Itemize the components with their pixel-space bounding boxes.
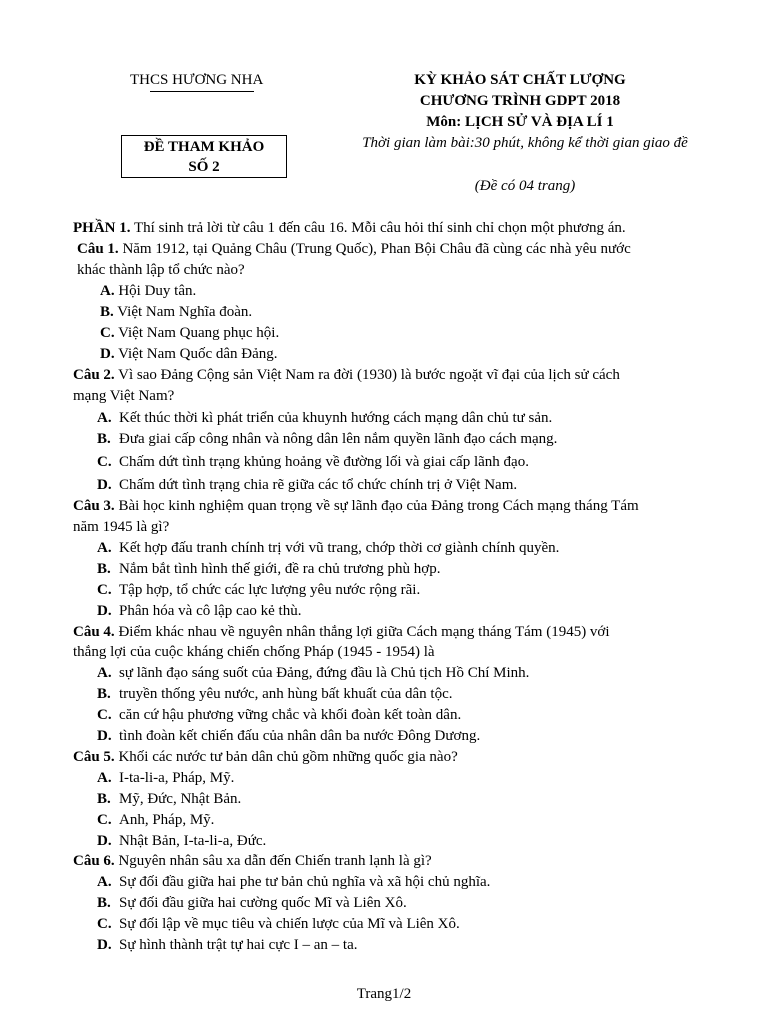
option-key: C. [97, 582, 112, 598]
option-key: B. [97, 561, 111, 577]
option-text: I-ta-li-a, Pháp, Mỹ. [119, 770, 235, 786]
option-a [97, 410, 552, 427]
option-key: A. [97, 665, 112, 681]
option-text: Sự đối đầu giữa hai cường quốc Mĩ và Liên Xô. [119, 895, 407, 911]
option-text: Sự đối đầu giữa hai phe tư bản chủ nghĩa và xã hội chủ nghĩa. [119, 874, 491, 890]
school-underline [150, 91, 254, 92]
option-b [97, 895, 407, 912]
part-instruction [73, 220, 626, 237]
option-key: D. [100, 346, 115, 362]
option-key: D. [97, 833, 112, 849]
question-text-continued: năm 1945 là gì? [73, 519, 170, 535]
option-key: A. [97, 410, 112, 426]
question-text-continued: thắng lợi của cuộc kháng chiến chống Pháp (1945 - 1954) là [73, 644, 435, 660]
option-d [100, 346, 278, 363]
option-text: Anh, Pháp, Mỹ. [119, 812, 215, 828]
option-d [97, 728, 480, 745]
ref-box-line1: ĐỀ THAM KHẢO [143, 139, 265, 155]
question-text: Năm 1912, tại Quảng Châu (Trung Quốc), Phan Bội Châu đã cùng các nhà yêu nước [122, 241, 631, 257]
option-text: Chấm dứt tình trạng chia rẽ giữa các tổ chức chính trị ở Việt Nam. [119, 477, 518, 493]
question-4 [73, 624, 610, 641]
option-b [97, 431, 557, 448]
question-text-continued: khác thành lập tổ chức nào? [77, 262, 245, 278]
option-b [97, 686, 452, 703]
option-text: căn cứ hậu phương vững chắc và khối đoàn kết toàn dân. [119, 707, 462, 723]
question-3 [73, 498, 639, 515]
option-text: tình đoàn kết chiến đấu của nhân dân ba nước Đông Dương. [119, 728, 481, 744]
option-text: Kết thúc thời kì phát triển của khuynh hướng cách mạng dân chủ tư sản. [119, 410, 553, 426]
question-text: Điểm khác nhau về nguyên nhân thắng lợi giữa Cách mạng tháng Tám (1945) với [118, 624, 610, 640]
option-key: C. [100, 325, 115, 341]
school-name: THCS HƯƠNG NHA [130, 72, 264, 88]
question-6 [73, 853, 432, 870]
pages-note: (Đề có 04 trang) [474, 178, 576, 194]
option-text: sự lãnh đạo sáng suốt của Đảng, đứng đầu là Chủ tịch Hồ Chí Minh. [119, 665, 530, 681]
option-a [97, 540, 559, 557]
question-5 [73, 749, 458, 766]
option-c [97, 916, 460, 933]
option-key: B. [97, 431, 111, 447]
option-text: Sự đối lập về mục tiêu và chiến lược của Mĩ và Liên Xô. [119, 916, 460, 932]
ref-box-line2: SỐ 2 [188, 159, 220, 175]
option-c [97, 707, 461, 724]
option-d [97, 603, 301, 620]
option-text: Việt Nam Quốc dân Đảng. [118, 346, 278, 362]
option-text: Việt Nam Quang phục hội. [118, 325, 280, 341]
option-b [100, 304, 252, 321]
option-text: Đưa giai cấp công nhân và nông dân lên nắm quyền lãnh đạo cách mạng. [119, 431, 558, 447]
option-b [97, 561, 440, 578]
option-text: Sự hình thành trật tự hai cực I – an – ta. [119, 937, 358, 953]
question-label: Câu 1. [77, 241, 119, 257]
option-d [97, 477, 517, 494]
option-key: D. [97, 728, 112, 744]
option-key: B. [97, 791, 111, 807]
option-key: D. [97, 603, 112, 619]
option-text: Kết hợp đấu tranh chính trị với vũ trang, chớp thời cơ giành chính quyền. [119, 540, 560, 556]
part-label: PHẦN 1. [73, 220, 131, 236]
option-text: Tập hợp, tổ chức các lực lượng yêu nước rộng rãi. [119, 582, 421, 598]
option-b [97, 791, 241, 808]
option-a [97, 665, 529, 682]
option-a [97, 770, 234, 787]
option-c [97, 582, 420, 599]
option-c [97, 454, 529, 471]
option-text: Việt Nam Nghĩa đoàn. [117, 304, 253, 320]
time-note: Thời gian làm bài:30 phút, không kể thời gian giao đề [362, 135, 688, 151]
option-key: A. [100, 283, 115, 299]
option-key: A. [97, 770, 112, 786]
option-key: D. [97, 937, 112, 953]
option-key: C. [97, 454, 112, 470]
option-text: Phân hóa và cô lập cao kẻ thù. [119, 603, 302, 619]
question-label: Câu 5. [73, 749, 115, 765]
option-text: Hội Duy tân. [118, 283, 197, 299]
option-a [100, 283, 196, 300]
option-key: D. [97, 477, 112, 493]
option-text: truyền thống yêu nước, anh hùng bất khuất của dân tộc. [119, 686, 453, 702]
question-text-continued: mạng Việt Nam? [73, 388, 175, 404]
option-text: Chấm dứt tình trạng khủng hoảng về đường lối và giai cấp lãnh đạo. [119, 454, 529, 470]
option-d [97, 937, 358, 954]
question-label: Câu 6. [73, 853, 115, 869]
question-text: Khối các nước tư bản dân chủ gồm những quốc gia nào? [118, 749, 458, 765]
option-text: Nhật Bản, I-ta-li-a, Đức. [119, 833, 267, 849]
option-a [97, 874, 490, 891]
exam-title: KỲ KHẢO SÁT CHẤT LƯỢNG [414, 72, 626, 88]
option-key: C. [97, 916, 112, 932]
question-2 [73, 367, 620, 384]
question-label: Câu 2. [73, 367, 115, 383]
option-key: B. [97, 686, 111, 702]
subject-title: Môn: LỊCH SỬ VÀ ĐỊA LÍ 1 [426, 114, 614, 130]
question-label: Câu 4. [73, 624, 115, 640]
option-key: A. [97, 874, 112, 890]
option-key: B. [97, 895, 111, 911]
question-text: Vì sao Đảng Cộng sản Việt Nam ra đời (1930) là bước ngoặt vĩ đại của lịch sử cách [118, 367, 620, 383]
option-text: Nắm bắt tình hình thế giới, đề ra chủ trương phù hợp. [119, 561, 441, 577]
option-key: B. [100, 304, 114, 320]
option-c [97, 812, 214, 829]
option-text: Mỹ, Đức, Nhật Bản. [119, 791, 242, 807]
option-c [100, 325, 279, 342]
page-number: Trang1/2 [356, 986, 412, 1002]
program-title: CHƯƠNG TRÌNH GDPT 2018 [419, 93, 621, 109]
part-text: Thí sinh trả lời từ câu 1 đến câu 16. Mỗi câu hỏi thí sinh chỉ chọn một phương án. [133, 220, 626, 236]
option-key: A. [97, 540, 112, 556]
option-key: C. [97, 812, 112, 828]
option-d [97, 833, 266, 850]
question-text: Nguyên nhân sâu xa dẫn đến Chiến tranh lạnh là gì? [118, 853, 432, 869]
question-label: Câu 3. [73, 498, 115, 514]
option-key: C. [97, 707, 112, 723]
question-text: Bài học kinh nghiệm quan trọng về sự lãnh đạo của Đảng trong Cách mạng tháng Tám [118, 498, 639, 514]
reference-exam-box [121, 135, 287, 178]
question-1 [77, 241, 631, 258]
